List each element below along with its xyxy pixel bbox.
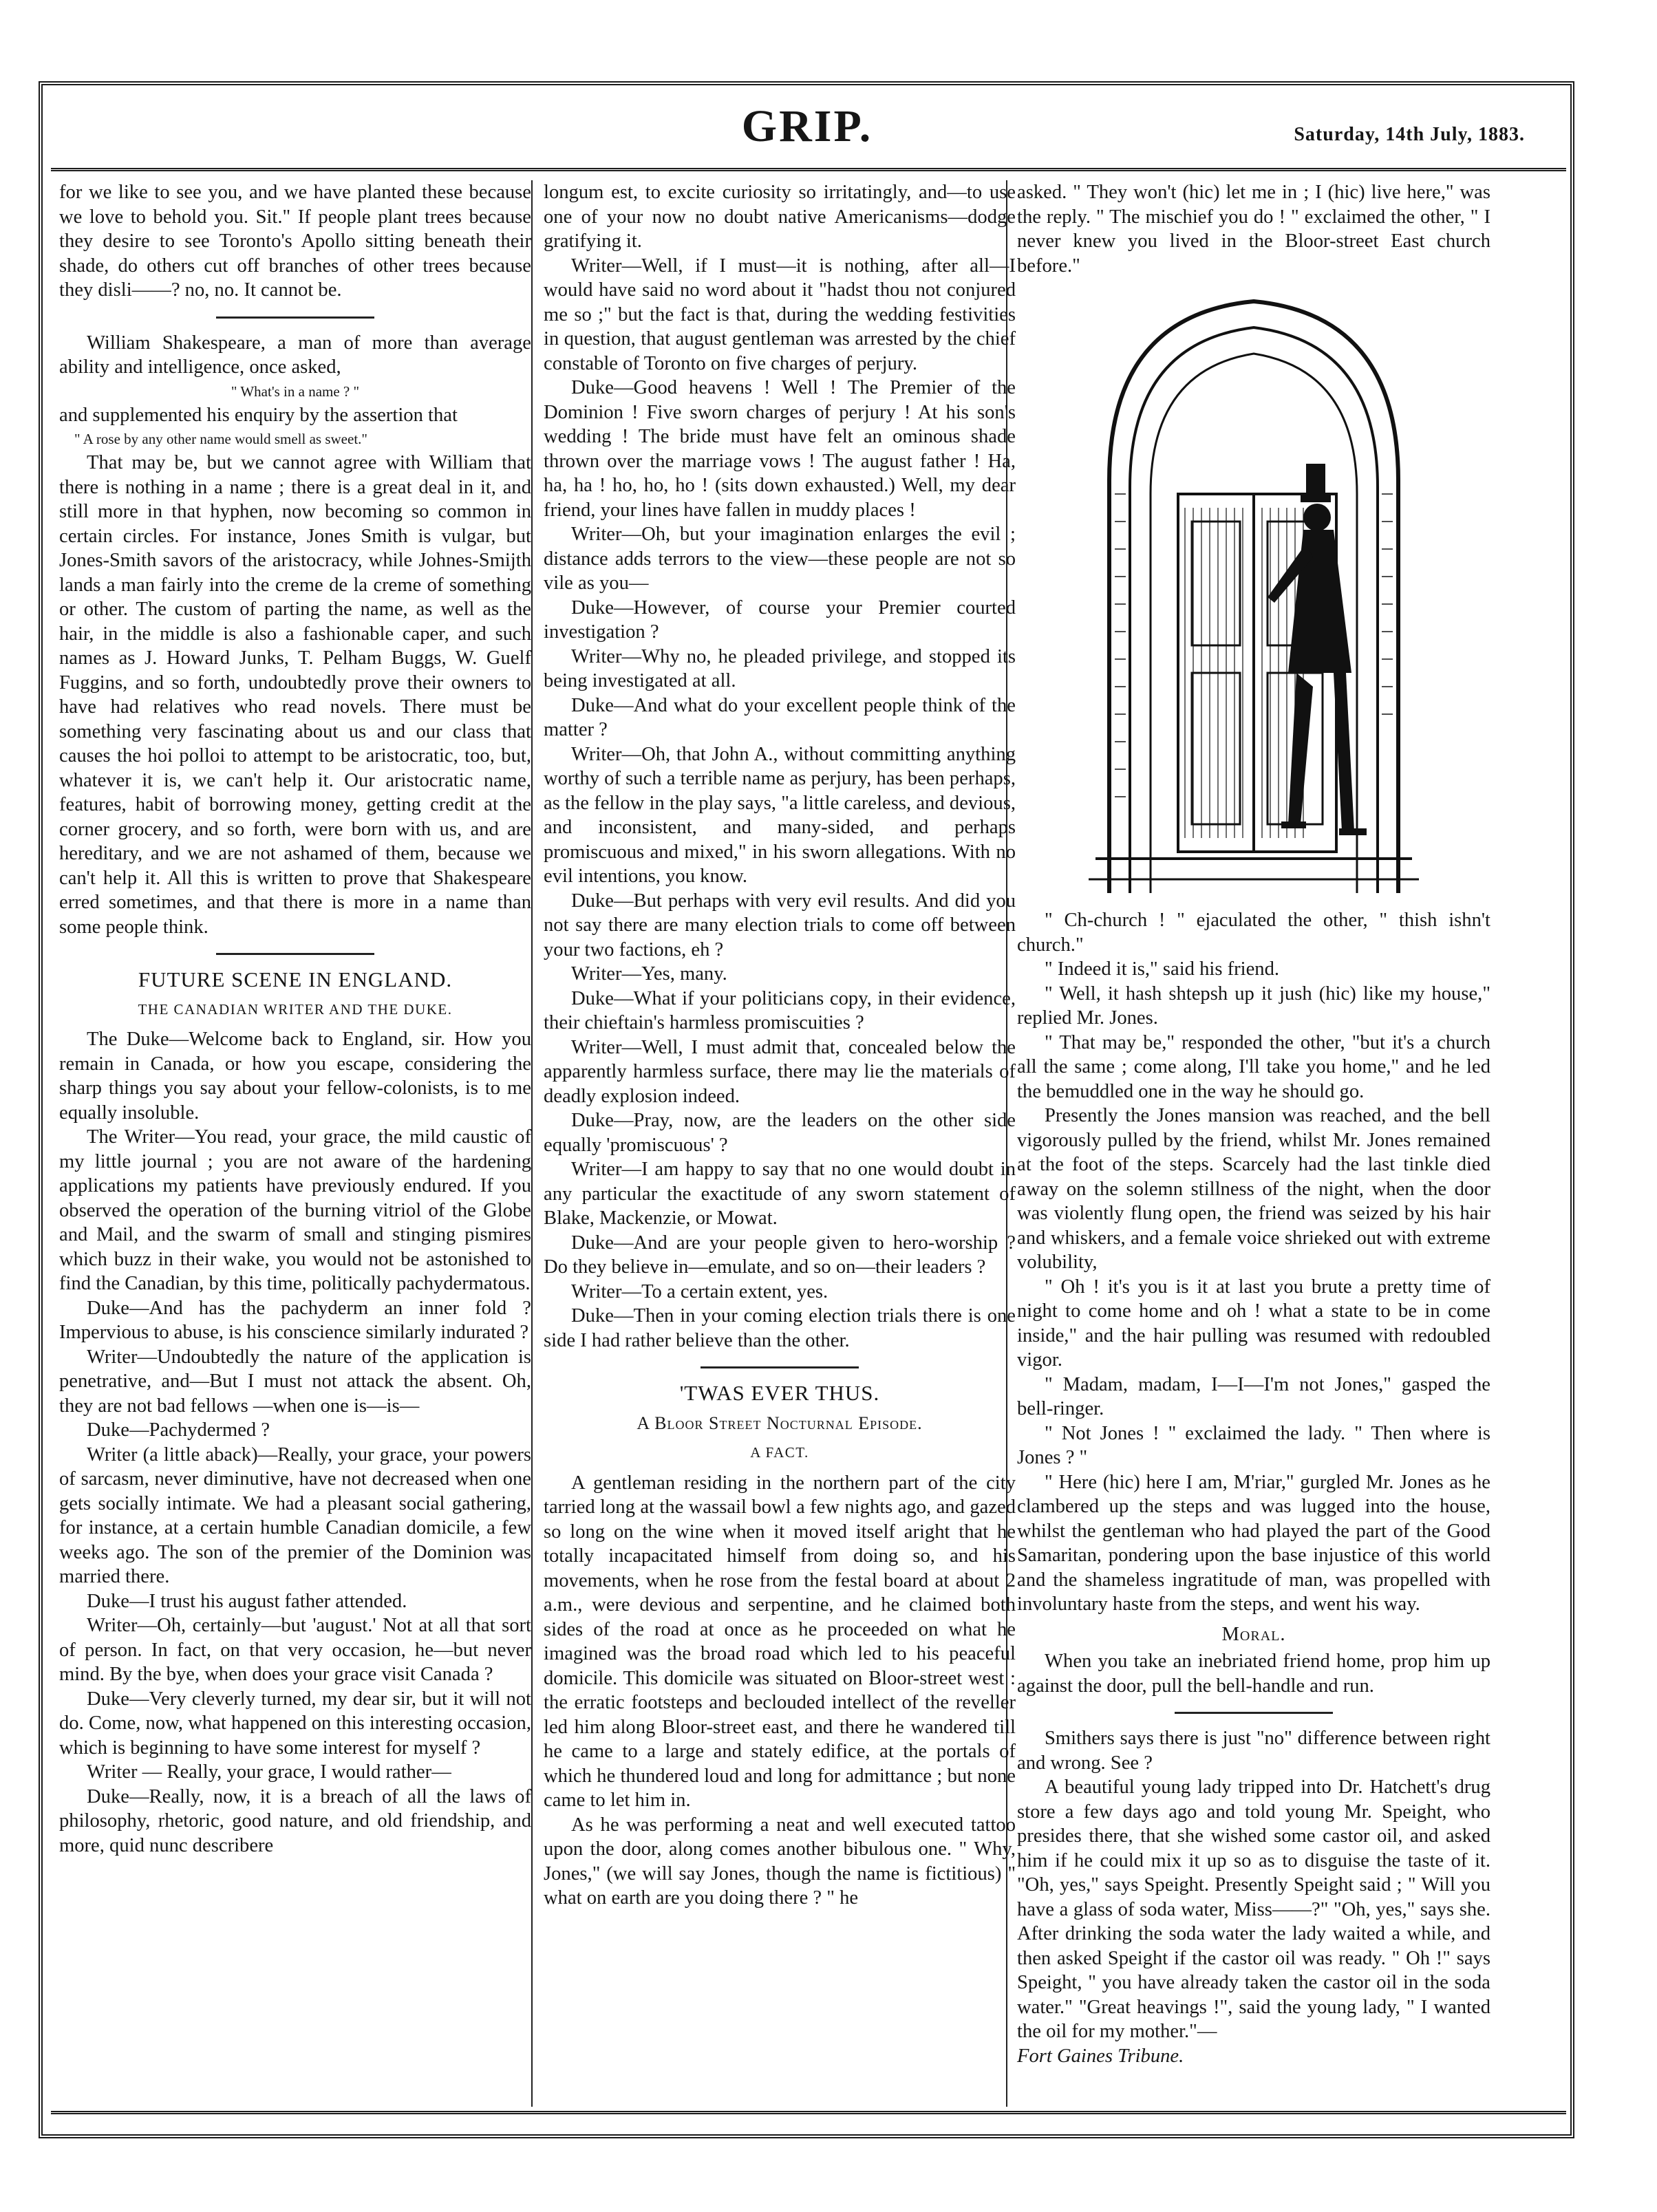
- article-subheading: A Bloor Street Nocturnal Episode.: [637, 1413, 923, 1433]
- paragraph: Smithers says there is just "no" difference between right and wrong. See ?: [1017, 1728, 1490, 1774]
- section-rule: [216, 953, 374, 955]
- article-heading: FUTURE SCENE IN ENGLAND.: [138, 967, 453, 991]
- paragraph: A gentleman residing in the northern part of the city tarried long at the wassail bowl a few nights ago, and gazed so long on the wine when it moved itself aright that he totally incapacitated himself from doing so, and his movements, when he rose from the festal board at about 2 a.m., were devious and serpentine, and he claimed both sides of the road at once as he proceeded on what he imagined was the broad road which led to his peaceful domicile. This domicile was situated on Bloor-street west : the erratic footsteps and beclouded intellect of the reveller led him along Bloor-street east, and there he wandered till he came to a large and stately edifice, at the portals of which he thundered loud and long for admittance ; but none came to let him in.: [544, 1472, 1016, 1811]
- paragraph: " Indeed it is," said his friend.: [1045, 958, 1280, 980]
- paragraph: " Oh ! it's you is it at last you brute a pretty time of night to come home and oh ! what a state to be in come inside," and the hair pulling was resumed with redoubled vigor.: [1017, 1276, 1490, 1371]
- quotation: " What's in a name ? ": [231, 383, 360, 400]
- paragraph: Writer—Well, if I must—it is nothing, after all—I would have said no word about it "hadst thou not conjured me so ;" but the fact is that, during the wedding festivities in question, that august gentleman was arrested by the chief constable of Toronto on five charges of perjury.: [544, 255, 1016, 374]
- paragraph: Writer—Why no, he pleaded privilege, and stopped its being investigated at all.: [544, 645, 1016, 691]
- paragraph: longum est, to excite curiosity so irritatingly, and—to use one of your now no doubt native Americanisms—dodge gratifying it.: [544, 182, 1016, 252]
- paragraph: Duke—However, of course your Premier courted investigation ?: [544, 597, 1016, 643]
- paragraph: Writer—To a certain extent, yes.: [571, 1280, 828, 1302]
- column-1: [59, 180, 531, 1858]
- paragraph: Writer (a little aback)—Really, your grace, your powers of sarcasm, never diminutive, have not decreased when one gets socially intimate. We had a pleasant social gathering, for instance, at a certain humble Canadian domicile, a few weeks ago. The son of the premier of the Dominion was married there.: [59, 1443, 531, 1587]
- paragraph: Writer—Oh, that John A., without committing anything worthy of such a terrible name as perjury, has been perhaps, as the fellow in the play says, "a little careless, and devious, and inconsistent, and many-sided, and perhaps promiscuous and mixed," in his sworn allegations. With no evil intentions, you know.: [544, 743, 1016, 887]
- paragraph: Writer—I am happy to say that no one would doubt in any particular the exactitude of any sworn statement of Blake, Mackenzie, or Mowat.: [544, 1159, 1016, 1229]
- publication-title: GRIP.: [741, 101, 873, 151]
- paragraph: " Well, it hash shtepsh up it jush (hic) like my house," replied Mr. Jones.: [1017, 982, 1490, 1029]
- column-divider-1: [531, 180, 533, 2107]
- paragraph: As he was performing a neat and well executed tattoo upon the door, along comes another bibulous one. " Why, Jones," (we will say Jones, though the name is fictitious) " what on earth are you doing there ? " he: [544, 1814, 1016, 1909]
- paragraph: Writer—Yes, many.: [571, 963, 727, 985]
- section-rule: [1175, 1712, 1333, 1714]
- column-2: [544, 180, 1016, 1911]
- paragraph: Writer—Oh, but your imagination enlarges the evil ; distance adds terrors to the view—these people are not so vile as you—: [544, 524, 1016, 594]
- paragraph: Duke—I trust his august father attended.: [87, 1590, 407, 1612]
- paragraph: Duke—Pachydermed ?: [87, 1419, 270, 1441]
- paragraph: The Writer—You read, your grace, the mild caustic of my little journal ; you are not aware of the hardening applications my patients have previously endured. If you observed the operation of the burning vitriol of the Globe and Mail, and the swarm of small and stinging pismires which buzz in their wake, you would not be astonished to find the Canadian, by this time, politically pachydermatous.: [59, 1126, 531, 1294]
- bottom-rule: [51, 2111, 1566, 2114]
- article-subsubheading: A FACT.: [750, 1444, 809, 1461]
- paragraph: Duke—And has the pachyderm an inner fold ? Impervious to abuse, is his conscience similarly indurated ?: [59, 1297, 531, 1343]
- paragraph: A beautiful young lady tripped into Dr. Hatchett's drug store a few days ago and told young Mr. Speight, who presides there, that she wished some castor oil, and asked him if he could mix it up so as to disguise the taste of it. "Oh, yes," says Speight. Presently Speight said ; " Will you have a glass of soda water, Miss——?" "Oh, yes," says she. After drinking the soda water the lady waited a while, and then asked Speight if the castor oil was ready. " Oh !" says Speight, " you have already taken the castor oil in the soda water." "Great heavings !", said the young lady, " I wanted the oil for my mother."—: [1017, 1776, 1490, 2042]
- quotation: " A rose by any other name would smell as sweet.": [74, 431, 367, 447]
- article-subheading: THE CANADIAN WRITER AND THE DUKE.: [138, 1000, 453, 1018]
- paragraph: Presently the Jones mansion was reached, and the bell vigorously pulled by the friend, whilst Mr. Jones remained at the foot of the steps. Scarcely had the last tinkle died away on the solemn stillness of the night, when the door was violently flung open, the friend was seized by his hair and whiskers, and a female voice shrieked out with extreme volubility,: [1017, 1105, 1490, 1273]
- paragraph: Duke—Pray, now, are the leaders on the other side equally 'promiscuous' ?: [544, 1110, 1016, 1156]
- column-3: [1017, 180, 1490, 2068]
- paragraph: Duke—And what do your excellent people think of the matter ?: [544, 694, 1016, 740]
- paragraph: " Ch-church ! " ejaculated the other, " thish ishn't church.": [1017, 910, 1490, 956]
- paragraph: Duke—Very cleverly turned, my dear sir, but it will not do. Come, now, what happened on this interesting occasion, which is beginning to have some interest for myself ?: [59, 1688, 531, 1759]
- paragraph: Duke—Good heavens ! Well ! The Premier of the Dominion ! Five sworn charges of perjury ! At his son's wedding ! The bride must have felt an ominous shade thrown over the marriage vows ! The august father ! Ha, ha, ha ! ho, ho, ho ! (sits down exhausted.) Well, my dear friend, your lines have fallen in muddy places !: [544, 377, 1016, 521]
- paragraph: The Duke—Welcome back to England, sir. How you remain in Canada, or how you escape, considering the sharp things you say about your fellow-colonists, is to me equally insoluble.: [59, 1029, 531, 1124]
- moral-label: Moral.: [1221, 1623, 1286, 1645]
- paragraph: William Shakespeare, a man of more than average ability and intelligence, once asked,: [59, 332, 531, 378]
- masthead-rule: [51, 168, 1566, 171]
- paragraph: Writer—Oh, certainly—but 'august.' Not at all that sort of person. In fact, on that very occasion, he—but never mind. By the bye, when does your grace visit Canada ?: [59, 1615, 531, 1685]
- paragraph: Duke—Then in your coming election trials there is one side I had rather believe than the other.: [544, 1305, 1016, 1351]
- paragraph: Duke—But perhaps with very evil results. And did you not say there are many election trials to come off between your two factions, eh ?: [544, 890, 1016, 960]
- paragraph: Writer—Well, I must admit that, concealed below the apparently harmless surface, there may lie the materials of deadly explosion indeed.: [544, 1036, 1016, 1107]
- article-heading: 'TWAS EVER THUS.: [679, 1381, 880, 1405]
- paragraph: and supplemented his enquiry by the assertion that: [59, 404, 458, 426]
- issue-date: Saturday, 14th July, 1883.: [1294, 124, 1525, 145]
- paragraph: Writer—Undoubtedly the nature of the application is penetrative, and—But I must not attack the absent. Oh, they are not bad fellows —when one is—is—: [59, 1346, 531, 1417]
- paragraph: That may be, but we cannot agree with William that there is nothing in a name ; there is a great deal in it, and still more in that hyphen, now becoming so common in certain circles. For instance, Jones Smith is vulgar, but Jones-Smith savors of the aristocracy, while Johnes-Smijth lands a man fairly into the creme de la creme of something or other. The custom of parting the name, as well as the hair, in the middle is also a fashionable caper, and such names as J. Howard Junks, T. Pelham Buggs, W. Guelf Fuggins, and so forth, undoubtedly prove their owners to have had relatives who read novels. There must be something very fascinating about us and our class that causes the hoi polloi to attempt to be aristocratic, too, but, whatever it is, we can't help it. Our aristocratic name, features, habit of borrowing money, getting credit at the corner grocery, and so forth, were born with us, and are hereditary, and we are not ashamed of them, because we can't help it. All this is written to prove that Shakespeare erred sometimes, and that there is more in a name than some people think.: [59, 452, 531, 938]
- paragraph: Duke—And are your people given to hero-worship ? Do they believe in—emulate, and so on—their leaders ?: [544, 1232, 1016, 1278]
- paragraph: " Madam, madam, I—I—I'm not Jones," gasped the bell-ringer.: [1017, 1373, 1490, 1419]
- paragraph: " Not Jones ! " exclaimed the lady. " Then where is Jones ? ": [1017, 1422, 1490, 1468]
- paragraph: for we like to see you, and we have planted these because we love to behold you. Sit." If people plant trees because they desire to see Toronto's Apollo sitting beneath their shade, do others cut off branches of other trees because they disli——? no, no. It cannot be.: [59, 182, 531, 301]
- source-credit: Fort Gaines Tribune.: [1017, 2045, 1184, 2067]
- illustration-church-door: [1082, 288, 1426, 893]
- paragraph: When you take an inebriated friend home, prop him up against the door, pull the bell-handle and run.: [1017, 1651, 1490, 1697]
- masthead: [48, 94, 1566, 169]
- paragraph: Writer — Really, your grace, I would rather—: [87, 1761, 451, 1783]
- paragraph: " Here (hic) here I am, M'riar," gurgled Mr. Jones as he clambered up the steps and was lugged into the house, whilst the gentleman who had played the part of the Good Samaritan, pondering upon the base injustice of this world and the shameless ingratitude of man, was propelled with involuntary haste from the steps, and went his way.: [1017, 1471, 1490, 1615]
- paragraph: Duke—Really, now, it is a breach of all the laws of philosophy, rhetoric, good nature, and old friendship, and more, quid nunc describere: [59, 1785, 531, 1856]
- section-rule: [701, 1366, 859, 1368]
- paragraph: " That may be," responded the other, "but it's a church all the same ; come along, I'll take you home," and he led the bemuddled one in the way he should go.: [1017, 1031, 1490, 1102]
- paragraph: asked. " They won't (hic) let me in ; I (hic) live here," was the reply. " The mischief you do ! " exclaimed the other, " I never knew you lived in the Bloor-street East church before.": [1017, 182, 1490, 277]
- paragraph: Duke—What if your politicians copy, in their evidence, their chieftain's harmless promiscuities ?: [544, 987, 1016, 1033]
- section-rule: [216, 316, 374, 319]
